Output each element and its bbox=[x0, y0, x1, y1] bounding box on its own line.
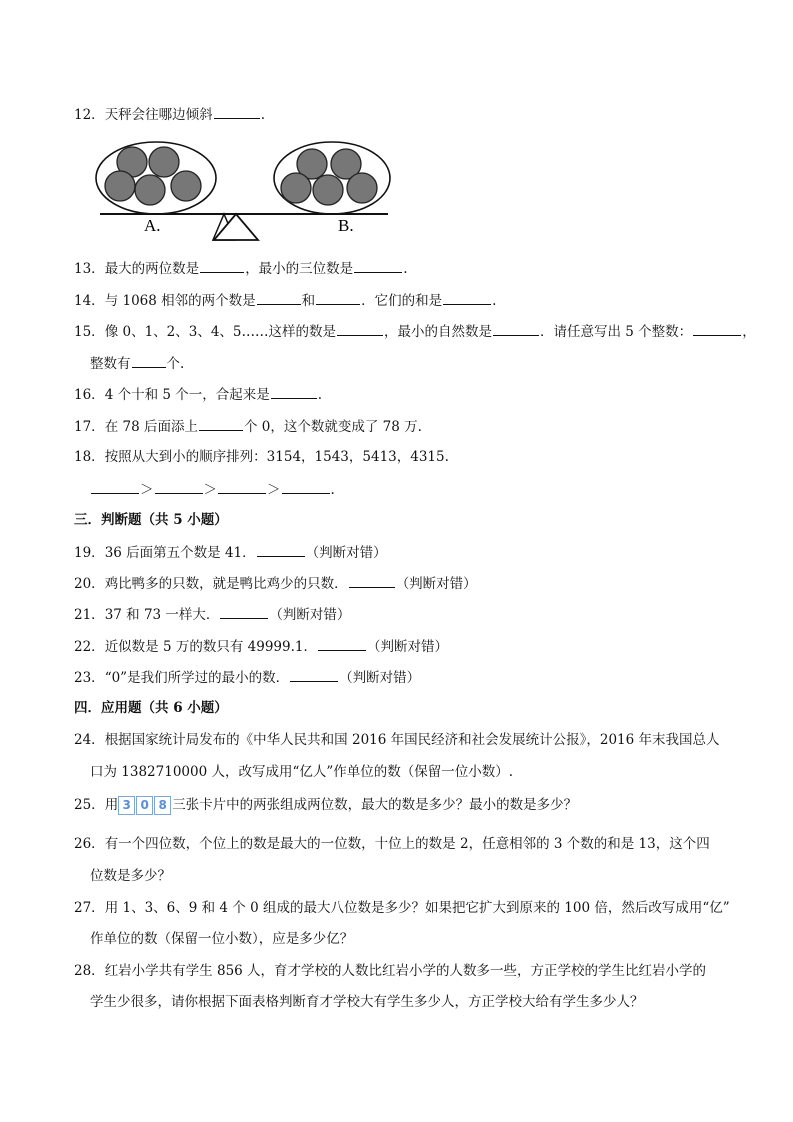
answer-blank[interactable] bbox=[220, 604, 268, 619]
answer-blank[interactable] bbox=[132, 353, 166, 368]
question-24: 24．根据国家统计局发布的《中华人民共和国 2016 年国民经济和社会发展统计公报》，2016 年末我国总人 bbox=[74, 732, 720, 748]
answer-blank[interactable] bbox=[290, 667, 338, 682]
answer-blank[interactable] bbox=[349, 573, 395, 588]
question-20: 20．鸡比鸭多的只数，就是鸭比鸡少的只数． （判断对错） bbox=[74, 573, 477, 594]
question-27-line2: 作单位的数（保留一位小数），应是多少亿？ bbox=[90, 931, 354, 947]
answer-blank[interactable] bbox=[316, 290, 360, 305]
question-18: 18．按照从大到小的顺序排列：3154，1543，5413，4315. bbox=[74, 449, 449, 465]
balance-scale-figure bbox=[90, 134, 398, 246]
question-15-line2: 整数有 个. bbox=[90, 353, 184, 374]
question-16: 16．4 个十和 5 个一，合起来是 . bbox=[74, 384, 322, 405]
answer-blank[interactable] bbox=[337, 321, 383, 336]
number-card: 0 bbox=[136, 796, 153, 815]
question-12: 12．天秤会往哪边倾斜 . bbox=[74, 104, 265, 125]
answer-blank[interactable] bbox=[443, 290, 491, 305]
question-13: 13．最大的两位数是 ，最小的三位数是 . bbox=[74, 258, 407, 279]
answer-blank[interactable] bbox=[257, 542, 305, 557]
question-14: 14．与 1068 相邻的两个数是 和 ．它们的和是 . bbox=[74, 290, 496, 311]
section-heading-judgment: 三．判断题（共 5 小题） bbox=[74, 512, 228, 528]
question-17: 17．在 78 后面添上 个 0，这个数就变成了 78 万. bbox=[74, 416, 422, 437]
question-28: 28．红岩小学共有学生 856 人，育才学校的人数比红岩小学的人数多一些，方正学校的学生比红岩小学的 bbox=[74, 963, 707, 979]
answer-blank[interactable] bbox=[214, 104, 260, 119]
question-21: 21．37 和 73 一样大． （判断对错） bbox=[74, 604, 350, 625]
apples-b bbox=[281, 149, 377, 205]
question-23: 23．“0”是我们所学过的最小的数． （判断对错） bbox=[74, 667, 420, 688]
answer-blank[interactable] bbox=[257, 290, 301, 305]
answer-blank[interactable] bbox=[199, 416, 243, 431]
answer-blank[interactable] bbox=[318, 636, 366, 651]
number-card: 8 bbox=[154, 796, 171, 815]
answer-blank[interactable] bbox=[218, 479, 266, 494]
question-24-line2: 口为 1382710000 人，改写成用“亿人”作单位的数（保留一位小数）. bbox=[90, 764, 514, 780]
label-a: A. bbox=[144, 216, 161, 235]
apples-a bbox=[105, 147, 201, 205]
question-text: 天秤会往哪边倾斜 bbox=[104, 107, 213, 123]
question-19: 19．36 后面第五个数是 41． （判断对错） bbox=[74, 542, 387, 563]
question-22: 22．近似数是 5 万的数只有 49999.1． （判断对错） bbox=[74, 636, 448, 657]
question-15: 15．像 0、1、2、3、4、5……这样的数是 ，最小的自然数是 ．请任意写出 5 个整数： ， bbox=[74, 321, 756, 342]
section-heading-application: 四．应用题（共 6 小题） bbox=[74, 700, 228, 716]
question-26-line2: 位数是多少？ bbox=[90, 868, 171, 884]
label-b: B. bbox=[338, 216, 354, 235]
question-26: 26．有一个四位数，个位上的数是最大的一位数，十位上的数是 2，任意相邻的 3 个数的和是 13，这个四 bbox=[74, 836, 710, 852]
answer-blank[interactable] bbox=[91, 479, 139, 494]
answer-blank[interactable] bbox=[271, 384, 317, 399]
answer-blank[interactable] bbox=[693, 321, 741, 336]
answer-blank[interactable] bbox=[155, 479, 203, 494]
question-28-line2: 学生少很多，请你根据下面表格判断育才学校大有学生多少人，方正学校大给有学生多少人？ bbox=[90, 994, 644, 1010]
question-25: 25．用 3 0 8 三张卡片中的两张组成两位数，最大的数是多少？最小的数是多少？ bbox=[74, 797, 578, 813]
answer-blank[interactable] bbox=[354, 258, 402, 273]
answer-blank[interactable] bbox=[282, 479, 330, 494]
answer-blank[interactable] bbox=[493, 321, 539, 336]
answer-blank[interactable] bbox=[200, 258, 244, 273]
number-card: 3 bbox=[118, 796, 135, 815]
question-18-answer-line: ＞ ＞ ＞ . bbox=[90, 479, 335, 500]
question-number: 12． bbox=[74, 107, 105, 123]
question-27: 27．用 1、3、6、9 和 4 个 0 组成的最大八位数是多少？如果把它扩大到原来的 100 倍，然后改写成用“亿” bbox=[74, 900, 730, 916]
